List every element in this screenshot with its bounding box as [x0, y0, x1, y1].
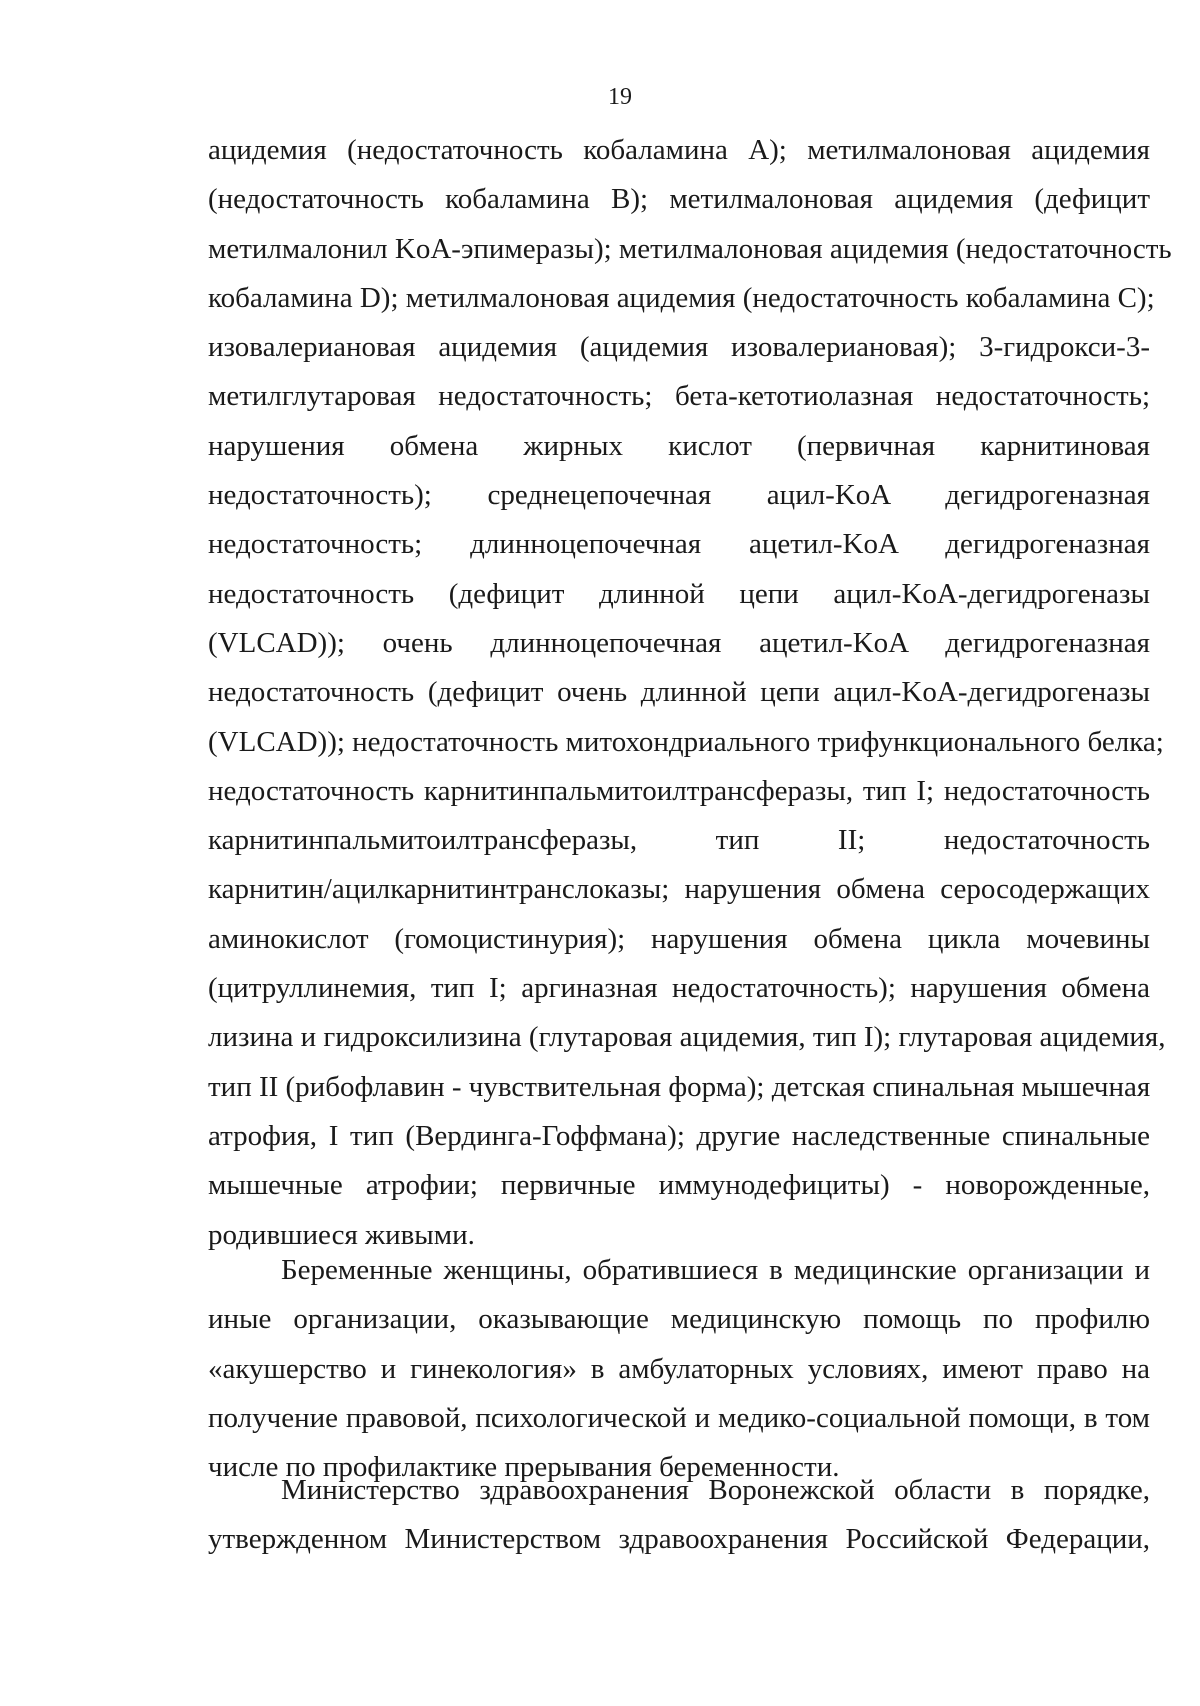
- text-line: утвержденном Министерством здравоохранения Российской Федерации,: [208, 1523, 1150, 1556]
- text-line: аминокислот (гомоцистинурия); нарушения обмена цикла мочевины: [208, 922, 1150, 955]
- text-line: «акушерство и гинекология» в амбулаторных условиях, имеют право на: [208, 1352, 1150, 1385]
- text-line: недостаточность (дефицит очень длинной цепи ацил-KoA-дегидрогеназы: [208, 676, 1150, 709]
- text-line: (VLCAD)); очень длинноцепочечная ацетил-KoA дегидрогеназная: [208, 626, 1150, 659]
- paragraph-pregnant-women: [208, 1246, 1150, 1492]
- text-line: Министерство здравоохранения Воронежской области в порядке,: [281, 1474, 1150, 1506]
- text-line: недостаточность; длинноцепочечная ацетил-KoA дегидрогеназная: [208, 528, 1150, 561]
- paragraph-inherited-diseases-list: [208, 126, 1172, 1260]
- text-line: тип II (рибофлавин - чувствительная форма); детская спинальная мышечная: [208, 1070, 1151, 1103]
- paragraph-ministry: [208, 1466, 1150, 1565]
- text-line: (VLCAD)); недостаточность митохондриального трифункционального белка;: [208, 725, 1164, 758]
- text-line: числе по профилактике прерывания беременности.: [208, 1451, 840, 1484]
- text-line: (цитруллинемия, тип I; аргиназная недостаточность); нарушения обмена: [208, 972, 1150, 1005]
- text-line: мышечные атрофии; первичные иммунодефициты) - новорожденные,: [208, 1169, 1150, 1202]
- text-line: получение правовой, психологической и медико-социальной помощи, в том: [208, 1401, 1150, 1434]
- text-line: изовалериановая ацидемия (ацидемия изовалериановая); 3-гидрокси-3-: [208, 331, 1150, 364]
- text-line: Беременные женщины, обратившиеся в медицинские организации и: [281, 1254, 1150, 1286]
- text-line: ацидемия (недостаточность кобаламина A); метилмалоновая ацидемия: [208, 134, 1150, 166]
- text-line: нарушения обмена жирных кислот (первичная карнитиновая: [208, 429, 1150, 462]
- text-line: родившиеся живыми.: [208, 1218, 475, 1251]
- text-line: карнитинпальмитоилтрансферазы, тип II; недостаточность: [208, 824, 1150, 857]
- page-number: 19: [608, 84, 632, 110]
- text-line: лизина и гидроксилизина (глутаровая ацидемия, тип I); глутаровая ацидемия,: [208, 1021, 1166, 1054]
- text-line: недостаточность); среднецепочечная ацил-KoA дегидрогеназная: [208, 479, 1150, 512]
- text-line: иные организации, оказывающие медицинскую помощь по профилю: [208, 1303, 1150, 1336]
- text-line: метилмалонил KoA-эпимеразы); метилмалоновая ацидемия (недостаточность: [208, 232, 1172, 265]
- text-line: карнитин/ацилкарнитинтранслоказы; нарушения обмена серосодержащих: [208, 873, 1150, 906]
- text-line: атрофия, I тип (Вердинга-Гоффмана); другие наследственные спинальные: [208, 1119, 1150, 1152]
- text-line: (недостаточность кобаламина B); метилмалоновая ацидемия (дефицит: [208, 183, 1150, 216]
- text-line: метилглутаровая недостаточность; бета-кетотиолазная недостаточность;: [208, 380, 1150, 413]
- text-line: недостаточность карнитинпальмитоилтрансферазы, тип I; недостаточность: [208, 774, 1150, 807]
- text-line: кобаламина D); метилмалоновая ацидемия (недостаточность кобаламина C);: [208, 281, 1155, 314]
- text-line: недостаточность (дефицит длинной цепи ацил-KoA-дегидрогеназы: [208, 577, 1150, 610]
